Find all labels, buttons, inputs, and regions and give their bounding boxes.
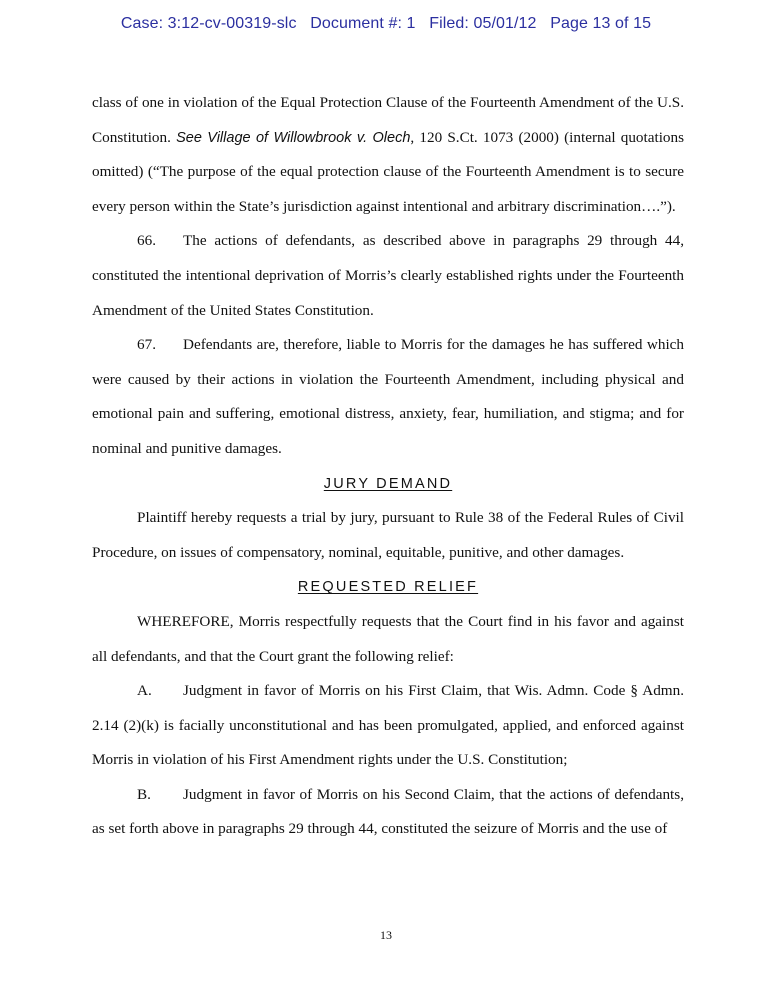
relief-item-a (92, 674, 684, 778)
paragraph-number: 67. (137, 336, 156, 354)
relief-item-b (92, 778, 684, 847)
jury-demand-heading: JURY DEMAND (323, 475, 453, 492)
ecf-filing-header (0, 15, 772, 33)
jury-demand-paragraph: Plaintiff hereby requests a trial by jury, pursuant to Rule 38 of the Federal Rules of Civil Procedure, on issues of compensatory, nominal, equitable, punitive, and other damages. (92, 509, 684, 561)
case-number: Case: 3:12-cv-00319-slc (120, 15, 297, 32)
continued-text-end: , 120 S.Ct. 1073 (2000) (internal quotations omitted) (“The purpose of the equal protection clause of the Fourteenth Amendment is to secure every person within the State’s jurisdiction against intentional and arbitrary discrimination….”). (92, 128, 685, 215)
continued-text-start: class of one in violation of the Equal Protection Clause of the Fourteenth Amendment of the U.S. Constitution. (92, 94, 684, 146)
paragraph-67 (92, 328, 684, 466)
document-body (92, 86, 684, 847)
continued-paragraph (92, 86, 684, 224)
relief-item-text: Judgment in favor of Morris on his Second Claim, that the actions of defendants, as set forth above in paragraphs 29 through 44, constituted the seizure of Morris and the use of (92, 785, 684, 838)
paragraph-number: 66. (137, 232, 156, 250)
paragraph-66 (92, 224, 684, 328)
page-number: 13 (380, 928, 392, 942)
relief-intro-paragraph: WHEREFORE, Morris respectfully requests that the Court find in his favor and against all defendants, and that the Court grant the following relief: (92, 612, 684, 665)
paragraph-text: The actions of defendants, as described above in paragraphs 29 through 44, constituted the intentional deprivation of Morris’s clearly established rights under the Fourteenth Amendment of the United States Constitution. (92, 232, 684, 319)
document-number: Document #: 1 (310, 15, 416, 32)
page-count: Page 13 of 15 (550, 15, 652, 32)
requested-relief-heading: REQUESTED RELIEF (297, 579, 479, 596)
paragraph-text: Defendants are, therefore, liable to Morris for the damages he has suffered which were caused by their actions in violation the Fourteenth Amendment, including physical and emotional pain and suffering, emotional distress, anxiety, fear, humiliation, and stigma; and for nominal and punitive damages. (92, 336, 684, 457)
relief-item-text: Judgment in favor of Morris on his First Claim, that Wis. Admn. Code § Admn. 2.14 (2)(k) is facially unconstitutional and has been promulgated, applied, and enforced against Morris in violation of his First Amendment rights under the U.S. Constitution; (92, 682, 684, 769)
relief-item-letter: B. (137, 785, 151, 803)
case-citation: See Village of Willowbrook v. Olech (176, 129, 411, 146)
relief-item-letter: A. (137, 682, 152, 700)
filed-date: Filed: 05/01/12 (429, 15, 537, 32)
